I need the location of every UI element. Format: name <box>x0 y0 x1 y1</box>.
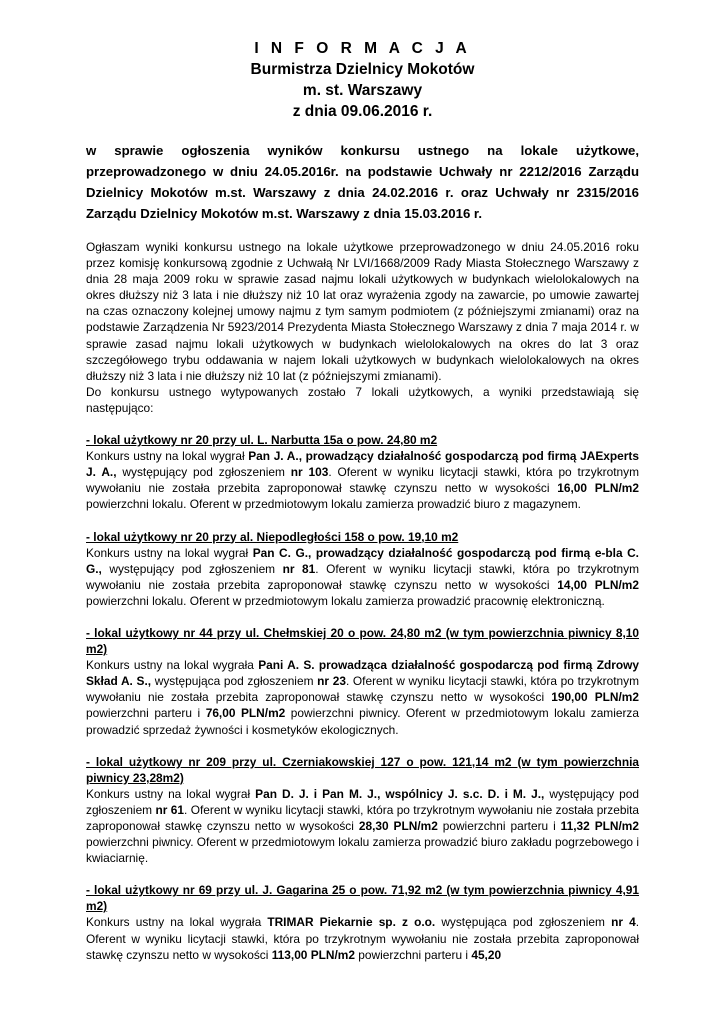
intro-paragraph: Ogłaszam wyniki konkursu ustnego na lokale użytkowe przeprowadzonego w dniu 24.05.2016 roku przez komisję konkursową zgodnie z Uchwałą Nr LVI/1668/2009 Rady Miasta Stołecznego Warszawy z dnia 28 maja 2009 roku w sprawie zasad najmu lokali użytkowych w budynkach wielolokalowych na okres dłuższy niż 3 lata i nie dłuższy niż 10 lat oraz wyrażenia zgody na zawarcie, po umowie zawartej na czas oznaczony kolejnej umowy najmu z tym samym podmiotem (z późniejszymi zmianami) oraz na podstawie Zarządzenia Nr 5923/2014 Prezydenta Miasta Stołecznego Warszawy z dnia 7 maja 2014 r. w sprawie zasad najmu lokali użytkowych w budynkach wielolokalowych na okres do lat 3 oraz szczegółowego trybu oddawania w najem lokali użytkowych w budynkach wielolokalowych na okres dłuższy niż 3 lata i nie dłuższy niż 10 lat (z późniejszymi zmianami). <box>86 240 639 383</box>
rate-value: 113,00 PLN/m2 <box>271 947 355 962</box>
section-title: - lokal użytkowy nr 20 przy ul. L. Narbutta 15a o pow. 24,80 m2 <box>86 433 438 448</box>
section-text: Konkurs ustny na lokal wygrał Pan J. A., prowadzący działalność gospodarczą pod firmą JAExperts J. A., występujący pod zgłoszeniem nr 103. Oferent w wyniku licytacji stawki, która po trzykrotnym wywołaniu nie została przebita zaproponował stawkę czynszu netto w wysokości 16,00 PLN/m2 powierzchni lokalu. Oferent w przedmiotowym lokalu zamierza prowadzić biuro z magazynem. <box>86 449 639 512</box>
section-title: - lokal użytkowy nr 69 przy ul. J. Gagarina 25 o pow. 71,92 m2 (w tym powierzchnia piwnicy 4,91 m2) <box>86 883 639 914</box>
header-issuer: Burmistrza Dzielnicy Mokotów <box>250 61 475 78</box>
header-city: m. st. Warszawy <box>302 82 423 99</box>
document-header <box>86 38 639 122</box>
section-niepodleglosci <box>86 529 639 609</box>
submission-number: nr 23 <box>317 674 346 689</box>
section-title: - lokal użytkowy nr 20 przy al. Niepodległości 158 o pow. 19,10 m2 <box>86 529 459 544</box>
section-czerniakowska <box>86 754 639 867</box>
rate-value: 14,00 PLN/m2 <box>557 577 639 592</box>
submission-number: nr 61 <box>155 802 184 817</box>
rate-value: 28,30 PLN/m2 <box>358 819 438 833</box>
header-title: I N F O R M A C J A <box>254 40 471 57</box>
rate-value: 16,00 PLN/m2 <box>557 481 639 496</box>
section-text: Konkurs ustny na lokal wygrał Pan D. J. i Pan M. J., wspólnicy J. s.c. D. i M. J., występujący pod zgłoszeniem nr 61. Oferent w wyniku licytacji stawki, która po trzykrotnym wywołaniu nie została przebita zaproponował stawkę czynszu netto w wysokości 28,30 PLN/m2 powierzchni parteru i 11,32 PLN/m2 powierzchni piwnicy. Oferent w przedmiotowym lokalu zamierza prowadzić biuro zakładu pogrzebowego i kwiaciarnię. <box>86 786 639 866</box>
winner-name: TRIMAR Piekarnie sp. z o.o. <box>267 915 436 930</box>
submission-number: nr 81 <box>282 561 316 576</box>
section-gagarina <box>86 882 639 962</box>
document-page <box>86 38 639 963</box>
winner-name: Pan J. A., prowadzący działalność gospodarczą pod firmą JAExperts J. A., <box>86 449 639 480</box>
document-body <box>86 239 639 963</box>
document-subject: w sprawie ogłoszenia wyników konkursu ustnego na lokale użytkowe, przeprowadzonego w dniu 24.05.2016r. na podstawie Uchwały nr 2212/2016 Zarządu Dzielnicy Mokotów m.st. Warszawy z dnia 24.02.2016 r. oraz Uchwały nr 2315/2016 Zarządu Dzielnicy Mokotów m.st. Warszawy z dnia 15.03.2016 r. <box>86 143 639 221</box>
rate-value-basement: 76,00 PLN/m2 <box>205 706 286 721</box>
section-text: Konkurs ustny na lokal wygrała Pani A. S. prowadząca działalność gospodarczą pod firmą Zdrowy Skład A. S., występująca pod zgłoszeniem nr 23. Oferent w wyniku licytacji stawki, która po trzykrotnym wywołaniu nie została przebita zaproponował stawkę czynszu netto w wysokości 190,00 PLN/m2 powierzchni parteru i 76,00 PLN/m2 powierzchni piwnicy. Oferent w przedmiotowym lokalu zamierza prowadzić sprzedaż żywności i kosmetyków ekologicznych. <box>86 658 640 737</box>
submission-number: nr 4 <box>611 915 636 930</box>
rate-value-basement: 45,20 <box>471 947 502 962</box>
submission-number: nr 103 <box>290 465 329 480</box>
section-title: - lokal użytkowy nr 209 przy ul. Czerniakowskiej 127 o pow. 121,14 m2 (w tym powierzchnia piwnicy 23,28m2) <box>86 754 639 785</box>
winner-name: Pan D. J. i Pan M. J., wspólnicy J. s.c. D. i M. J., <box>255 786 545 801</box>
section-text: Konkurs ustny na lokal wygrał Pan C. G., prowadzący działalność gospodarczą pod firmą e-bla C. G., występujący pod zgłoszeniem nr 81. Oferent w wyniku licytacji stawki, która po trzykrotnym wywołaniu nie została przebita zaproponował stawkę czynszu netto w wysokości 14,00 PLN/m2 powierzchni lokalu. Oferent w przedmiotowym lokalu zamierza prowadzić pracownię elektroniczną. <box>86 545 640 608</box>
winner-name: Pan C. G., prowadzący działalność gospodarczą pod firmą e-bla C. G., <box>86 545 639 576</box>
winner-name: Pani A. S. prowadząca działalność gospodarczą pod firmą Zdrowy Skład A. S., <box>86 658 640 689</box>
intro-summary: Do konkursu ustnego wytypowanych zostało 7 lokali użytkowych, a wyniki przedstawiają się następująco: <box>86 384 639 415</box>
section-narbutta <box>86 432 639 512</box>
rate-value: 190,00 PLN/m2 <box>551 690 639 705</box>
rate-value-basement: 11,32 PLN/m2 <box>560 819 639 833</box>
header-date: z dnia 09.06.2016 r. <box>292 103 433 120</box>
section-text: Konkurs ustny na lokal wygrała TRIMAR Piekarnie sp. z o.o. występująca pod zgłoszeniem nr 4. Oferent w wyniku licytacji stawki, która po trzykrotnym wywołaniu nie została przebita zaproponował stawkę czynszu netto w wysokości 113,00 PLN/m2 powierzchni parteru i 45,20 <box>86 915 640 962</box>
section-title: - lokal użytkowy nr 44 przy ul. Chełmskiej 20 o pow. 24,80 m2 (w tym powierzchnia piwnicy 8,10 m2) <box>86 625 639 657</box>
section-chelmska <box>86 625 639 738</box>
